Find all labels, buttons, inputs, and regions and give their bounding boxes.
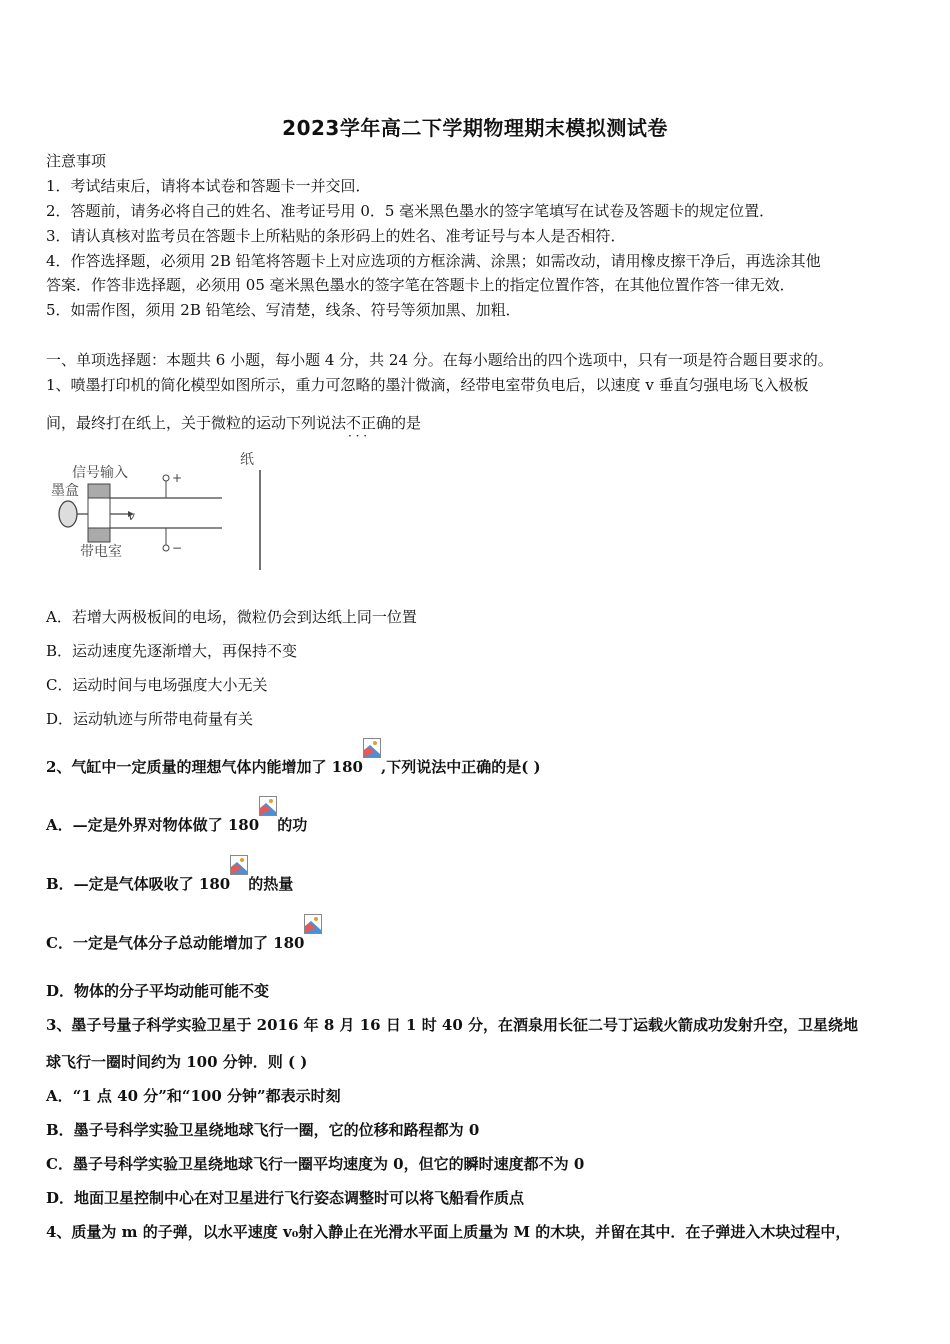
notice-item: 答案．作答非选择题，必须用 05 毫米黑色墨水的签字笔在答题卡上的指定位置作答，在其他位置作答一律无效． xyxy=(46,276,795,294)
q3-option-c: C．墨子号科学实验卫星绕地球飞行一圈平均速度为 0，但它的瞬时速度都不为 0 xyxy=(46,1155,585,1173)
q1-option-a: A．若增大两极板间的电场，微粒仍会到达纸上同一位置 xyxy=(46,608,417,626)
q3-stem-line2: 球飞行一圈时间约为 100 分钟．则 ( ) xyxy=(46,1053,308,1071)
label-plus: + xyxy=(172,471,183,485)
notice-item: 5．如需作图，须用 2B 铅笔绘、写清楚，线条、符号等须加黑、加粗． xyxy=(46,301,521,319)
label-signal-input: 信号输入 xyxy=(72,465,128,481)
q2-option-b-text: B．—定是气体吸收了 180 xyxy=(46,875,231,893)
label-paper: 纸 xyxy=(240,452,254,468)
ink-box-shape xyxy=(59,501,77,527)
q2-option-a-tail: 的功 xyxy=(277,816,308,834)
notice-item: 1．考试结束后，请将本试卷和答题卡一并交回． xyxy=(46,177,371,195)
notice-item: 2．答题前，请务必将自己的姓名、准考证号用 0．5 毫米黑色墨水的签字笔填写在试卷及答题卡的规定位置． xyxy=(46,202,775,220)
broken-image-icon xyxy=(230,855,248,875)
q1-emphasis: 不正确 · · · xyxy=(346,414,391,432)
inkjet-diagram xyxy=(46,448,276,578)
q3-option-a: A．“1 点 40 分”和“100 分钟”都表示时刻 xyxy=(46,1087,341,1105)
q2-option-c xyxy=(46,932,322,954)
q1-stem-line1: 1、喷墨打印机的简化模型如图所示，重力可忽略的墨汁微滴，经带电室带负电后，以速度 v 垂直匀强电场飞入极板 xyxy=(46,376,809,394)
broken-image-icon xyxy=(304,914,322,934)
label-minus: − xyxy=(172,541,183,555)
q2-stem-text: 2、气缸中一定质量的理想气体内能增加了 180 xyxy=(46,758,363,776)
charge-room-middle xyxy=(88,498,110,528)
q2-option-d: D．物体的分子平均动能可能不变 xyxy=(46,982,270,1000)
q3-option-d: D．地面卫星控制中心在对卫星进行飞行姿态调整时可以将飞船看作质点 xyxy=(46,1189,525,1207)
page-title: 2023学年高二下学期物理期末模拟测试卷 xyxy=(282,116,668,140)
broken-image-icon xyxy=(363,738,381,758)
notice-item: 3．请认真核对监考员在答题卡上所粘贴的条形码上的姓名、准考证号与本人是否相符． xyxy=(46,227,626,245)
q1-stem-tail: 的是 xyxy=(391,414,422,432)
q1-stem-text: 间，最终打在纸上，关于微粒的运动下列说法 xyxy=(46,414,347,432)
notice-item: 4．作答选择题，必须用 2B 铅笔将答题卡上对应选项的方框涂满、涂黑；如需改动，请用橡皮擦干净后，再选涂其他 xyxy=(46,252,821,270)
q1-option-b: B．运动速度先逐渐增大，再保持不变 xyxy=(46,642,298,660)
q2-option-b xyxy=(46,873,293,895)
upper-terminal xyxy=(163,475,169,481)
section-heading: 一、单项选择题：本题共 6 小题，每小题 4 分，共 24 分。在每小题给出的四个选项中，只有一项是符合题目要求的。 xyxy=(46,351,833,369)
label-velocity: v xyxy=(128,509,135,523)
q2-option-b-tail: 的热量 xyxy=(248,875,294,893)
charge-room-bottom xyxy=(88,528,110,542)
label-charge-room: 带电室 xyxy=(80,544,122,560)
q2-stem xyxy=(46,756,541,778)
q4-stem-line1: 4、质量为 m 的子弹，以水平速度 v₀射入静止在光滑水平面上质量为 M 的木块，并留在其中．在子弹进入木块过程中， xyxy=(46,1223,851,1241)
q3-stem-line1: 3、墨子号量子科学实验卫星于 2016 年 8 月 16 日 1 时 40 分，在酒泉用长征二号丁运载火箭成功发射升空，卫星绕地 xyxy=(46,1016,859,1034)
q2-option-a-text: A．—定是外界对物体做了 180 xyxy=(46,816,260,834)
q1-option-c: C．运动时间与电场强度大小无关 xyxy=(46,676,268,694)
charge-room-top xyxy=(88,484,110,498)
q1-stem-line2 xyxy=(46,412,421,434)
broken-image-icon xyxy=(259,796,277,816)
q2-stem-tail: ,下列说法中正确的是( ) xyxy=(380,758,541,776)
label-ink-box: 墨盒 xyxy=(51,483,79,499)
notice-heading: 注意事项 xyxy=(46,152,107,170)
q1-option-d: D．运动轨迹与所带电荷量有关 xyxy=(46,710,254,728)
q2-option-a xyxy=(46,814,307,836)
lower-terminal xyxy=(163,545,169,551)
q3-option-b: B．墨子号科学实验卫星绕地球飞行一圈，它的位移和路程都为 0 xyxy=(46,1121,480,1139)
q2-option-c-text: C．一定是气体分子总动能增加了 180 xyxy=(46,934,305,952)
